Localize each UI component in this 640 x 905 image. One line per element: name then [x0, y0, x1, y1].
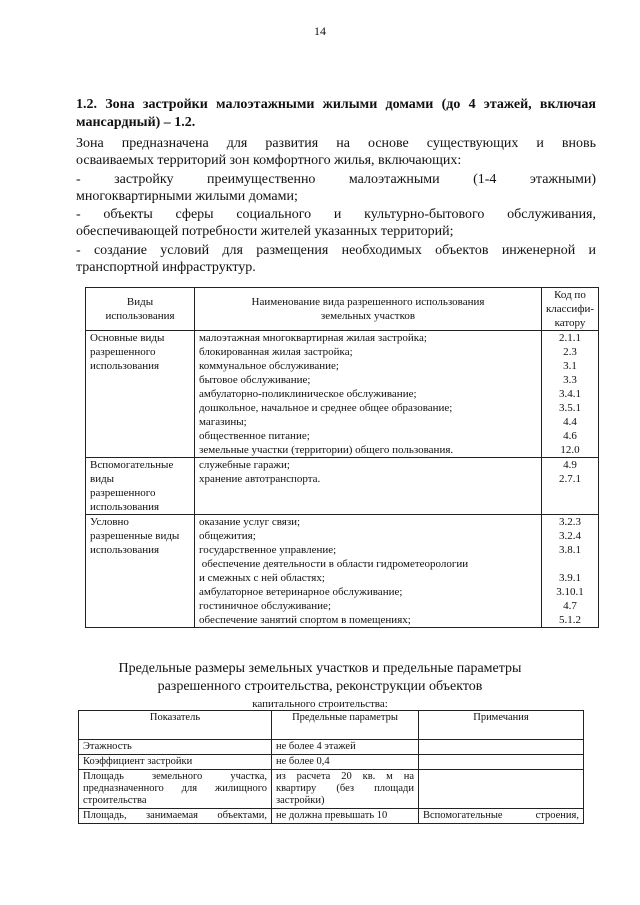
limits-table — [78, 710, 584, 824]
use-codes-conditional: 3.2.3 3.2.4 3.8.1 3.9.1 3.10.1 4.7 5.1.2 — [541, 515, 598, 628]
limits-header-params: Предельные параметры — [272, 711, 419, 740]
paragraph-line: обеспечивающей потребности жителей указанных территорий; — [76, 224, 454, 239]
limits-subtitle: капитального строительства: — [252, 698, 388, 710]
table-row — [79, 809, 584, 824]
table-row — [79, 740, 584, 755]
limits-note — [419, 740, 584, 755]
uses-table-header — [86, 288, 599, 331]
paragraph-line: многоквартирными жилыми домами; — [76, 189, 298, 204]
limits-title: Предельные размеры земельных участков и предельные параметры разрешенного строительства, реконструкции объектов — [118, 661, 522, 694]
limits-indicator: Этажность — [79, 740, 272, 755]
limits-value: не более 0,4 — [272, 755, 419, 770]
section-heading: 1.2. Зона застройки малоэтажными жилыми домами (до 4 этажей, включая мансардный) – 1.2. — [76, 97, 596, 130]
paragraph-line: - застройку преимущественно малоэтажными (1-4 этажными) — [76, 172, 596, 187]
paragraph-line: - объекты сферы социального и культурно-бытового обслуживания, — [76, 207, 596, 222]
limits-header-notes: Примечания — [419, 711, 584, 740]
uses-header-name: Наименование вида разрешенного использования земельных участков — [195, 288, 542, 331]
paragraph-line: осваиваемых территорий зон комфортного жилья, включающих: — [76, 153, 462, 168]
limits-value: из расчета 20 кв. м на квартиру (без площади застройки) — [272, 770, 419, 809]
paragraph-line: - создание условий для размещения необходимых объектов инженерной и — [76, 243, 596, 258]
paragraph-line: Зона предназначена для развития на основе существующих и вновь — [76, 136, 596, 151]
limits-value: не более 4 этажей — [272, 740, 419, 755]
limits-indicator: Площадь земельного участка, предназначенного для жилищного строительства — [79, 770, 272, 809]
limits-note: Вспомогательные строения, — [419, 809, 584, 824]
page-number: 14 — [314, 24, 326, 38]
use-names-main: малоэтажная многоквартирная жилая застройка; блокированная жилая застройка; коммунальное обслуживание; бытовое обслуживание; амбулаторно-поликлиническое обслуживание; дошкольное, начальное и среднее общее образование; магазины; общественное питание; земельные участки (территории) общего пользования. — [195, 331, 542, 458]
use-codes-main: 2.1.1 2.3 3.1 3.3 3.4.1 3.5.1 4.4 4.6 12.0 — [541, 331, 598, 458]
limits-header-indicator: Показатель — [79, 711, 272, 740]
paragraph-line: транспортной инфраструктур. — [76, 260, 256, 275]
table-row — [79, 755, 584, 770]
use-names-conditional: оказание услуг связи; общежития; государственное управление; обеспечение деятельности в области гидрометеорологии и смежных с ней областях; амбулаторное ветеринарное обслуживание; гостиничное обслуживание; обеспечение занятий спортом в помещениях; — [195, 515, 542, 628]
uses-header-type: Виды использования — [86, 288, 195, 331]
table-row — [86, 458, 599, 515]
use-type-auxiliary: Вспомогательные виды разрешенного использования — [86, 458, 195, 515]
limits-note — [419, 770, 584, 809]
limits-value: не должна превышать 10 — [272, 809, 419, 824]
limits-indicator: Площадь, занимаемая объектами, — [79, 809, 272, 824]
use-codes-auxiliary: 4.9 2.7.1 — [541, 458, 598, 515]
table-row — [79, 770, 584, 809]
use-names-auxiliary: служебные гаражи; хранение автотранспорта. — [195, 458, 542, 515]
table-row — [86, 331, 599, 458]
uses-table — [85, 287, 599, 628]
limits-note — [419, 755, 584, 770]
use-type-conditional: Условно разрешенные виды использования — [86, 515, 195, 628]
limits-indicator: Коэффициент застройки — [79, 755, 272, 770]
use-type-main: Основные виды разрешенного использования — [86, 331, 195, 458]
limits-table-header — [79, 711, 584, 740]
table-row — [86, 515, 599, 628]
uses-header-code: Код по классифи- катору — [541, 288, 598, 331]
